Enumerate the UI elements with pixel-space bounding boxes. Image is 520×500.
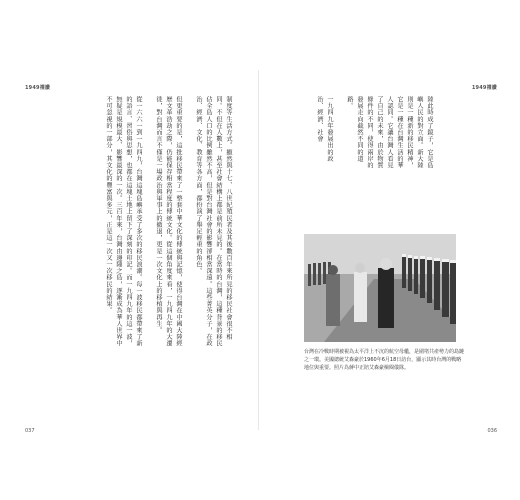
photo-caption: 台灣在冷戰時期被視為太平洋上不沉的航空母艦，是圍堵共產勢力的島鏈之一環。美國總統艾森豪於1960年6月18日訪台，顯示其時台灣的戰略地位與重要。照片為蔣中正陪艾森豪檢閱儀隊。 [304,349,465,371]
page-number-left: 037 [25,428,35,434]
running-head-right: 1949禮讚 [471,85,497,91]
parade-photo-icon [304,234,456,342]
page-number-right: 036 [487,428,497,434]
right-page-body-text: 陸此時成了鏡子，它是島嶼人民的對立面。新大陸則是一種新的移民精神，它是一種在台灣生活的華人認同。它讓台灣人看見了自己的未來，由於物質條件的不同，使得兩岸的發展走向截然不同的道路。 一九四九年發展出的政治、經濟、社會 [316,96,433,169]
parade-photo [304,234,456,342]
left-page [25,70,255,434]
left-page-body-text: 制度等生活方式。顯然與十七、八世紀殖民者及其後數百年來所見的移民社會很不相同。不但在人數上，甚至社會結構上都是前所未見的。在當時的台灣，這種背景的移民佔全島人口的比例雖然不高，但是對台灣社會的影響卻相當深遠。這些菁英分子，在政治、經濟、文化、教育等各方面，都扮演了舉足輕重的角色。 但更重要的是，這批移民帶來了一整套中華文化的傳統與記憶，使得台灣在中國大陸經歷文革浩劫之際，仍能保存相當程度的傳統文化。從這個角度來看，一九四九年的大遷徙，對台灣而言不僅是一場政治與軍事上的撤退，更是一次文化上的移植與再生。 從一六六一到一九四九，台灣這塊島嶼承受了多次的移民浪潮。每一波移民都帶來了新的語言、習俗與思想，也都在這塊土地上留下了深刻的印記。而一九四九年的這一波，無疑是規模最大、影響最深的一次。三百年來，台灣由邊陲之島，逐漸成為華人世界中不可忽視的一部分，其文化的豐富與多元，正是這一次又一次移民的結果。 [105,96,232,347]
running-head-left: 1949禮讚 [25,85,51,91]
book-gutter [258,70,259,430]
right-page [262,70,497,434]
